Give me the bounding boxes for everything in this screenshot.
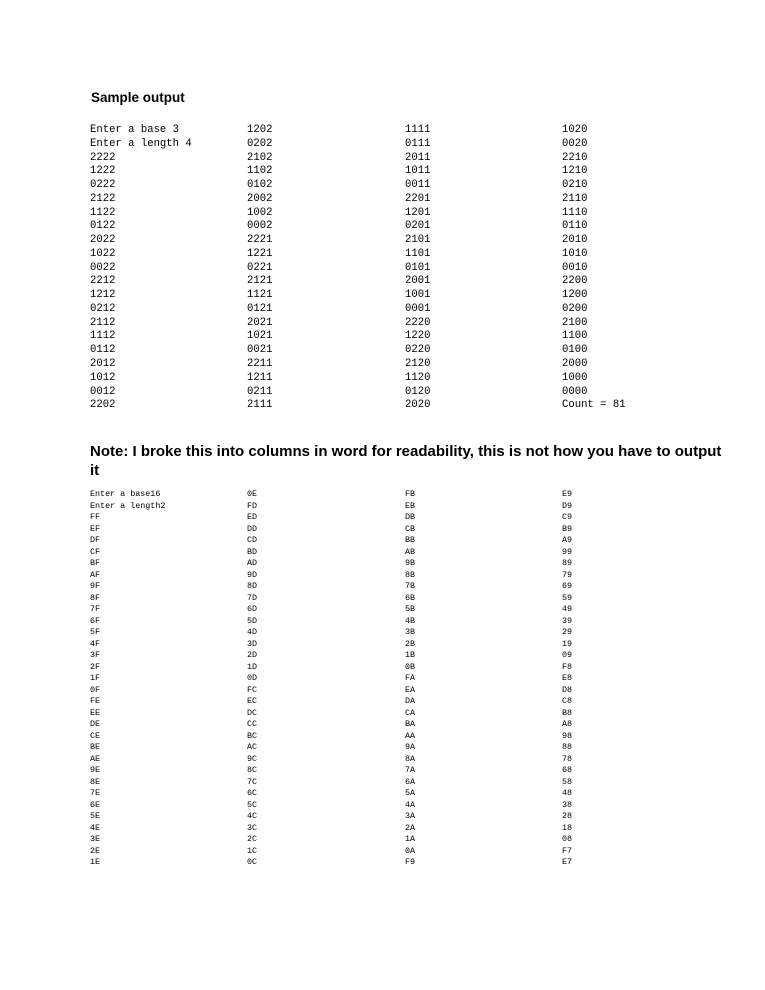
output-line: 6C <box>247 788 258 798</box>
output-line: F9 <box>405 857 416 867</box>
output-line: 0002 <box>247 220 273 233</box>
output-line: 0201 <box>405 220 431 233</box>
output-line: F7 <box>562 845 573 856</box>
output-line: 0E <box>247 489 258 499</box>
output-line: 7D <box>247 592 258 603</box>
output-line: 7C <box>247 776 258 787</box>
output-line: BF <box>90 558 101 568</box>
output-line: 1A <box>405 834 416 844</box>
output-line: B8 <box>562 707 573 718</box>
output-line: 1201 <box>405 206 431 219</box>
output-line: 0A <box>405 845 416 856</box>
output-line: 8C <box>247 765 258 775</box>
output-line: 2002 <box>247 192 273 205</box>
output-line: 5D <box>247 615 258 626</box>
output-line: 3E <box>90 834 101 844</box>
output-line: 7A <box>405 765 416 775</box>
output-line: 7E <box>90 788 101 798</box>
output-line: 99 <box>562 546 573 557</box>
output-line: 8A <box>405 753 416 764</box>
output-line: 2112 <box>90 316 116 329</box>
output-line: 0D <box>247 673 258 683</box>
output-line: 1C <box>247 845 258 856</box>
output-line: 0012 <box>90 385 116 398</box>
output-line: 1100 <box>562 330 588 343</box>
output-line: CB <box>405 523 416 534</box>
output-line: 0F <box>90 684 101 695</box>
output-line: CC <box>247 719 258 729</box>
output-line: E9 <box>562 489 573 499</box>
output-line: 0212 <box>90 302 116 315</box>
output-line: 2200 <box>562 275 588 288</box>
output-line: 9A <box>405 742 416 752</box>
output-line: EA <box>405 684 416 695</box>
output-line: 09 <box>562 650 573 660</box>
output-line: 0C <box>247 857 258 867</box>
output-line: 8B <box>405 569 416 580</box>
output-line: 78 <box>562 753 573 764</box>
output-line: 5E <box>90 811 101 821</box>
output-line: 2001 <box>405 275 431 288</box>
hex-column-2 <box>247 489 257 869</box>
output-line: 1002 <box>247 206 273 219</box>
output-line: 5B <box>405 604 416 614</box>
output-line: 1211 <box>247 371 273 384</box>
output-line: 2211 <box>247 358 273 371</box>
output-line: EC <box>247 696 258 706</box>
output-line: 1021 <box>247 330 273 343</box>
output-line: 1202 <box>247 124 273 136</box>
output-line: AB <box>405 546 416 557</box>
output-line: 7B <box>405 581 416 591</box>
output-line: EB <box>405 500 416 511</box>
output-line: 3C <box>247 822 258 833</box>
output-line: BA <box>405 719 416 729</box>
output-line: 0202 <box>247 137 273 150</box>
output-line: 7F <box>90 604 101 614</box>
output-line: 2101 <box>405 234 431 247</box>
output-line: 0112 <box>90 344 116 357</box>
output-line: 88 <box>562 742 573 752</box>
output-line: Enter a base 3 <box>90 124 180 136</box>
output-line: 2010 <box>562 234 588 247</box>
output-line: 3B <box>405 627 416 637</box>
output-line: 0011 <box>405 179 431 192</box>
output-line: 2122 <box>90 192 116 205</box>
output-line: 0000 <box>562 385 588 398</box>
output-line: 4A <box>405 799 416 810</box>
hex-column-1 <box>90 489 165 869</box>
output-line: Enter a base16 <box>90 489 161 499</box>
output-line: FC <box>247 684 258 695</box>
note-heading: Note: I broke this into columns in word for readability, this is not how you have to output it <box>90 443 722 479</box>
output-line: 1000 <box>562 371 588 384</box>
output-line: 1D <box>247 661 258 672</box>
output-line: 69 <box>562 581 573 591</box>
output-line: 2221 <box>247 234 273 247</box>
output-line: FA <box>405 673 416 683</box>
output-line: 2222 <box>90 151 116 164</box>
output-line: 48 <box>562 788 573 798</box>
output-line: Enter a length2 <box>90 500 166 511</box>
output-line: 68 <box>562 765 573 775</box>
output-line: 2201 <box>405 192 431 205</box>
output-line: BB <box>405 535 416 545</box>
output-line: D9 <box>562 500 573 511</box>
output-line: 79 <box>562 569 573 580</box>
hex-column-3 <box>405 489 415 869</box>
output-line: 59 <box>562 592 573 603</box>
output-line: CF <box>90 546 101 557</box>
output-line: 9E <box>90 765 101 775</box>
output-line: D8 <box>562 684 573 695</box>
output-line: 5A <box>405 788 416 798</box>
output-line: 0211 <box>247 385 273 398</box>
output-line: 28 <box>562 811 573 821</box>
output-line: 0200 <box>562 302 588 315</box>
output-line: 2202 <box>90 399 116 412</box>
output-line: 1210 <box>562 165 588 178</box>
output-line: 2B <box>405 638 416 649</box>
output-line: 4B <box>405 615 416 626</box>
output-line: 4F <box>90 638 101 649</box>
output-line: FD <box>247 500 258 511</box>
output-line: 2000 <box>562 358 588 371</box>
output-line: 9B <box>405 558 416 568</box>
output-line: 5F <box>90 627 101 637</box>
output-line: 0010 <box>562 261 588 274</box>
output-line: 1001 <box>405 289 431 302</box>
output-line: 2E <box>90 845 101 856</box>
output-line: 2210 <box>562 151 588 164</box>
output-line: 1110 <box>562 206 588 219</box>
output-line: 2011 <box>405 151 431 164</box>
output-line: 6D <box>247 604 258 614</box>
output-line: 2021 <box>247 316 273 329</box>
output-line: 0101 <box>405 261 431 274</box>
output-line: 9F <box>90 581 101 591</box>
output-line: 0020 <box>562 137 588 150</box>
output-line: 6A <box>405 776 416 787</box>
output-line: 49 <box>562 604 573 614</box>
output-line: 1020 <box>562 124 588 136</box>
output-line: 2C <box>247 834 258 844</box>
output-line: 0001 <box>405 302 431 315</box>
output-line: 8E <box>90 776 101 787</box>
output-line: 0111 <box>405 137 431 150</box>
output-line: 18 <box>562 822 573 833</box>
output-line: C9 <box>562 512 573 522</box>
output-line: 58 <box>562 776 573 787</box>
output-line: FB <box>405 489 416 499</box>
output-line: 1101 <box>405 247 431 260</box>
output-line: 1200 <box>562 289 588 302</box>
output-column-3 <box>405 124 430 413</box>
output-line: B9 <box>562 523 573 534</box>
output-line: CD <box>247 535 258 545</box>
output-line: 1010 <box>562 247 588 260</box>
output-line: 0110 <box>562 220 588 233</box>
output-line: 3F <box>90 650 101 660</box>
output-line: 2110 <box>562 192 588 205</box>
output-line: FF <box>90 512 101 522</box>
output-line: 0220 <box>405 344 431 357</box>
output-line: 6E <box>90 799 101 810</box>
output-line: FE <box>90 696 101 706</box>
output-line: 2D <box>247 650 258 660</box>
output-line: 2120 <box>405 358 431 371</box>
output-line: 1111 <box>405 124 431 136</box>
sample-output-heading: Sample output <box>91 90 185 105</box>
output-line: 4C <box>247 811 258 821</box>
output-line: 2F <box>90 661 101 672</box>
output-line: BD <box>247 546 258 557</box>
output-line: 1122 <box>90 206 116 219</box>
output-line: 1112 <box>90 330 116 343</box>
output-line: 6B <box>405 592 416 603</box>
output-line: AF <box>90 569 101 580</box>
output-line: 9D <box>247 569 258 580</box>
output-line: 2220 <box>405 316 431 329</box>
output-line: AA <box>405 730 416 741</box>
output-line: 0122 <box>90 220 116 233</box>
output-line: 0221 <box>247 261 273 274</box>
output-line: 1022 <box>90 247 116 260</box>
output-line: 2121 <box>247 275 273 288</box>
output-line: 0121 <box>247 302 273 315</box>
hex-column-4 <box>562 489 572 869</box>
output-line: 8D <box>247 581 258 591</box>
output-line: 1B <box>405 650 416 660</box>
output-line: 38 <box>562 799 573 810</box>
output-line: 0021 <box>247 344 273 357</box>
output-line: 3A <box>405 811 416 821</box>
output-line: 0022 <box>90 261 116 274</box>
output-line: AC <box>247 742 258 752</box>
output-line: 1F <box>90 673 101 683</box>
output-line: 0100 <box>562 344 588 357</box>
output-line: DB <box>405 512 416 522</box>
output-line: 1222 <box>90 165 116 178</box>
output-line: E8 <box>562 673 573 683</box>
output-line: 1E <box>90 857 101 867</box>
output-line: 1220 <box>405 330 431 343</box>
output-line: 2012 <box>90 358 116 371</box>
output-line: E7 <box>562 857 573 867</box>
output-line: 08 <box>562 834 573 844</box>
output-line: 2020 <box>405 399 431 412</box>
output-line: 1012 <box>90 371 116 384</box>
output-line: 6F <box>90 615 101 626</box>
output-line: 19 <box>562 638 573 649</box>
output-line: 2A <box>405 822 416 833</box>
output-line: 1120 <box>405 371 431 384</box>
output-line: CE <box>90 730 101 741</box>
output-line: 4E <box>90 822 101 833</box>
output-line: AD <box>247 558 258 568</box>
output-line: 0102 <box>247 179 273 192</box>
output-line: 0222 <box>90 179 116 192</box>
output-line: 3D <box>247 638 258 649</box>
output-line: A9 <box>562 535 573 545</box>
output-line: 89 <box>562 558 573 568</box>
output-line: 98 <box>562 730 573 741</box>
output-line: F8 <box>562 661 573 672</box>
output-line: BC <box>247 730 258 741</box>
output-line: 39 <box>562 615 573 626</box>
output-line: DE <box>90 719 101 729</box>
output-column-2 <box>247 124 272 413</box>
output-line: 9C <box>247 753 258 764</box>
output-line: DD <box>247 523 258 534</box>
output-line: 4D <box>247 627 258 637</box>
output-line: C8 <box>562 696 573 706</box>
output-line: 1212 <box>90 289 116 302</box>
output-line: 2212 <box>90 275 116 288</box>
output-line: 1011 <box>405 165 431 178</box>
output-line: 1102 <box>247 165 273 178</box>
output-line: 2100 <box>562 316 588 329</box>
output-line: 0B <box>405 661 416 672</box>
output-line: DA <box>405 696 416 706</box>
output-line: 2022 <box>90 234 116 247</box>
output-line: 29 <box>562 627 573 637</box>
output-line: EF <box>90 523 101 534</box>
output-line: 0120 <box>405 385 431 398</box>
output-line: 2102 <box>247 151 273 164</box>
output-line: CA <box>405 707 416 718</box>
output-line: EE <box>90 707 101 718</box>
output-line: 2111 <box>247 399 273 412</box>
output-column-4 <box>562 124 626 413</box>
output-line: Enter a length 4 <box>90 137 192 150</box>
output-line: ED <box>247 512 258 522</box>
output-line: DC <box>247 707 258 718</box>
output-column-1 <box>90 124 192 413</box>
output-line: DF <box>90 535 101 545</box>
output-line: 5C <box>247 799 258 810</box>
output-line: 8F <box>90 592 101 603</box>
output-line: BE <box>90 742 101 752</box>
output-line: 1121 <box>247 289 273 302</box>
output-line: 1221 <box>247 247 273 260</box>
output-line: A8 <box>562 719 573 729</box>
output-line: 0210 <box>562 179 588 192</box>
output-line: AE <box>90 753 101 764</box>
output-line: Count = 81 <box>562 399 626 412</box>
